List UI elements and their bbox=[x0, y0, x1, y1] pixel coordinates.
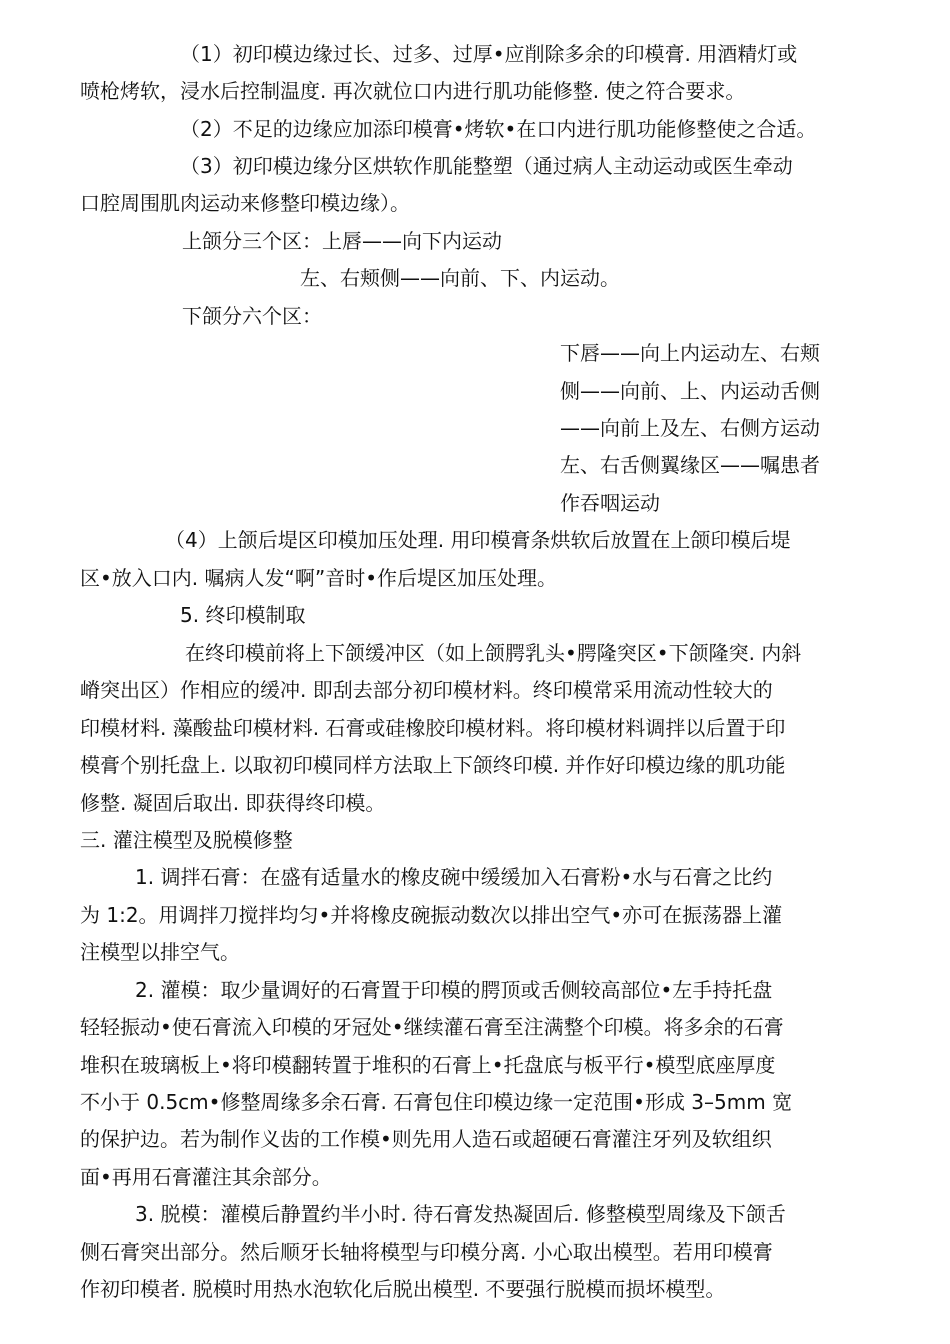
text-line: 轻轻振动•使石膏流入印模的牙冠处•继续灌石膏至注满整个印模。将多余的石膏 bbox=[80, 1015, 784, 1039]
text-line: 的保护边。若为制作义齿的工作模•则先用人造石或超硬石膏灌注牙列及软组织 bbox=[80, 1127, 772, 1151]
text-line: 上颌分三个区：上唇——向下内运动 bbox=[182, 229, 502, 253]
text-line: 区•放入口内. 嘱病人发“啊”音时•作后堤区加压处理。 bbox=[80, 566, 558, 590]
text-line: 3. 脱模：灌模后静置约半小时. 待石膏发热凝固后. 修整模型周缘及下颌舌 bbox=[135, 1202, 786, 1226]
text-line: 修整. 凝固后取出. 即获得终印模。 bbox=[80, 791, 386, 815]
text-line: 嵴突出区）作相应的缓冲. 即刮去部分初印模材料。终印模常采用流动性较大的 bbox=[80, 678, 773, 702]
text-line: （2）不足的边缘应加添印模膏•烤软•在口内进行肌功能修整使之合适。 bbox=[180, 117, 817, 141]
text-line: 喷枪烤软，浸水后控制温度. 再次就位口内进行肌功能修整. 使之符合要求。 bbox=[80, 79, 746, 103]
text-line: ——向前上及左、右侧方运动 bbox=[560, 416, 820, 440]
text-line: 作吞咽运动 bbox=[560, 491, 660, 515]
text-line: （1）初印模边缘过长、过多、过厚•应削除多余的印模膏. 用酒精灯或 bbox=[180, 42, 798, 66]
text-line: 2. 灌模：取少量调好的石膏置于印模的腭顶或舌侧较高部位•左手持托盘 bbox=[135, 978, 773, 1002]
section-heading: 三. 灌注模型及脱模修整 bbox=[80, 828, 293, 852]
text-line: 不小于 0.5cm•修整周缘多余石膏. 石膏包住印模边缘一定范围•形成 3–5mm 宽 bbox=[80, 1090, 793, 1114]
text-line: 印模材料. 藻酸盐印模材料. 石膏或硅橡胶印模材料。将印模材料调拌以后置于印 bbox=[80, 716, 786, 740]
text-line: （3）初印模边缘分区烘软作肌能整塑（通过病人主动运动或医生牵动 bbox=[180, 154, 793, 178]
text-line: 侧——向前、上、内运动舌侧 bbox=[560, 379, 820, 403]
text-line: 下颌分六个区： bbox=[182, 304, 322, 328]
text-line: 面•再用石膏灌注其余部分。 bbox=[80, 1165, 332, 1189]
text-line: 作初印模者. 脱模时用热水泡软化后脱出模型. 不要强行脱模而损坏模型。 bbox=[80, 1277, 726, 1301]
text-line: 堆积在玻璃板上•将印模翻转置于堆积的石膏上•托盘底与板平行•模型底座厚度 bbox=[80, 1053, 776, 1077]
text-line: 在终印模前将上下颌缓冲区（如上颌腭乳头•腭隆突区•下颌隆突. 内斜 bbox=[185, 641, 802, 665]
text-line: 注模型以排空气。 bbox=[80, 940, 240, 964]
text-line: 左、右舌侧翼缘区——嘱患者 bbox=[560, 453, 820, 477]
text-line: （4）上颌后堤区印模加压处理. 用印模膏条烘软后放置在上颌印模后堤 bbox=[165, 528, 791, 552]
section-heading: 5. 终印模制取 bbox=[180, 603, 306, 627]
text-line: 口腔周围肌肉运动来修整印模边缘）。 bbox=[80, 191, 410, 215]
text-line: 左、右颊侧——向前、下、内运动。 bbox=[300, 266, 620, 290]
text-line: 下唇——向上内运动左、右颊 bbox=[560, 341, 820, 365]
text-line: 侧石膏突出部分。然后顺牙长轴将模型与印模分离. 小心取出模型。若用印模膏 bbox=[80, 1240, 773, 1264]
text-line: 模膏个别托盘上. 以取初印模同样方法取上下颌终印模. 并作好印模边缘的肌功能 bbox=[80, 753, 786, 777]
text-line: 为 1:2。用调拌刀搅拌均匀•并将橡皮碗振动数次以排出空气•亦可在振荡器上灌 bbox=[80, 903, 783, 927]
text-line: 1. 调拌石膏：在盛有适量水的橡皮碗中缓缓加入石膏粉•水与石膏之比约 bbox=[135, 865, 773, 889]
